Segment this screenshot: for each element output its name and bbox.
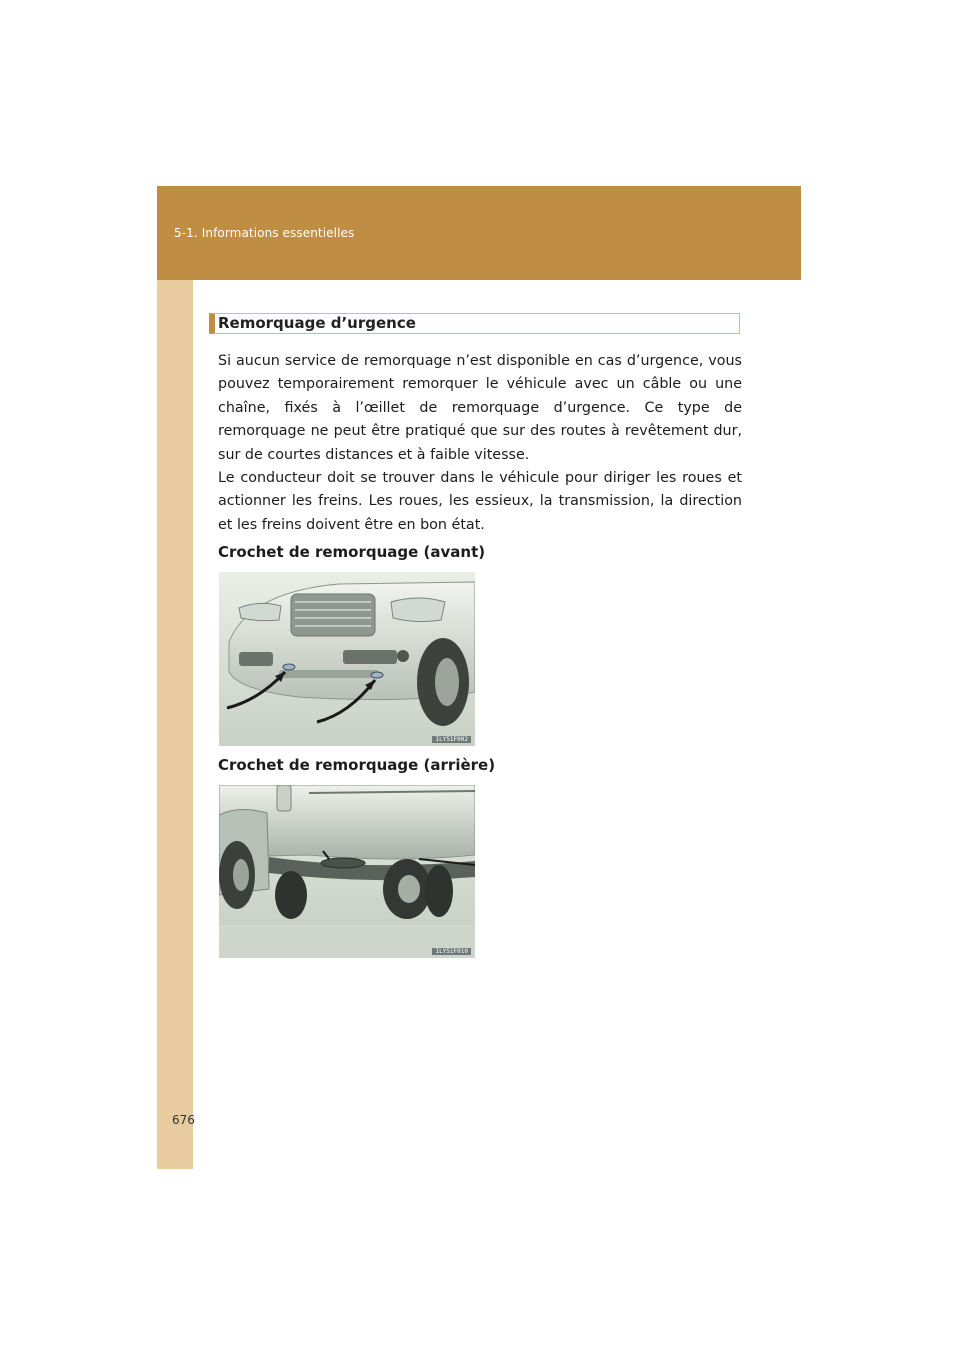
section-label: 5-1. Informations essentielles: [174, 226, 355, 240]
body-text: [218, 350, 742, 537]
section-title: Remorquage d’urgence: [218, 314, 416, 332]
front-hook-caption: Crochet de remorquage (avant): [218, 543, 486, 561]
rear-hook-illustration: [219, 785, 475, 958]
rear-figure-code: ILY51F010: [432, 948, 471, 955]
rear-vehicle-image: [219, 785, 475, 958]
front-hook-illustration: [219, 572, 475, 746]
front-figure-code: ILY51F002: [432, 736, 471, 743]
page-number: 676: [172, 1113, 195, 1127]
paragraph-2: Le conducteur doit se trouver dans le véhicule pour diriger les roues et actionner les freins. Les roues, les essieux, la transmission, la direction et les freins doivent être en bon état.: [218, 470, 742, 533]
side-strip: [157, 186, 193, 1169]
paragraph-1: Si aucun service de remorquage n’est disponible en cas d’urgence, vous pouvez temporairement remorquer le véhicule avec un câble ou une chaîne, fixés à l’œillet de remorquage d’urgence. Ce type de remorquage ne peut être pratiqué que sur des routes à revêtement dur, sur de courtes distances et à faible vitesse.: [218, 353, 742, 463]
rear-hook-caption: Crochet de remorquage (arrière): [218, 756, 496, 774]
front-vehicle-image: [219, 572, 475, 746]
